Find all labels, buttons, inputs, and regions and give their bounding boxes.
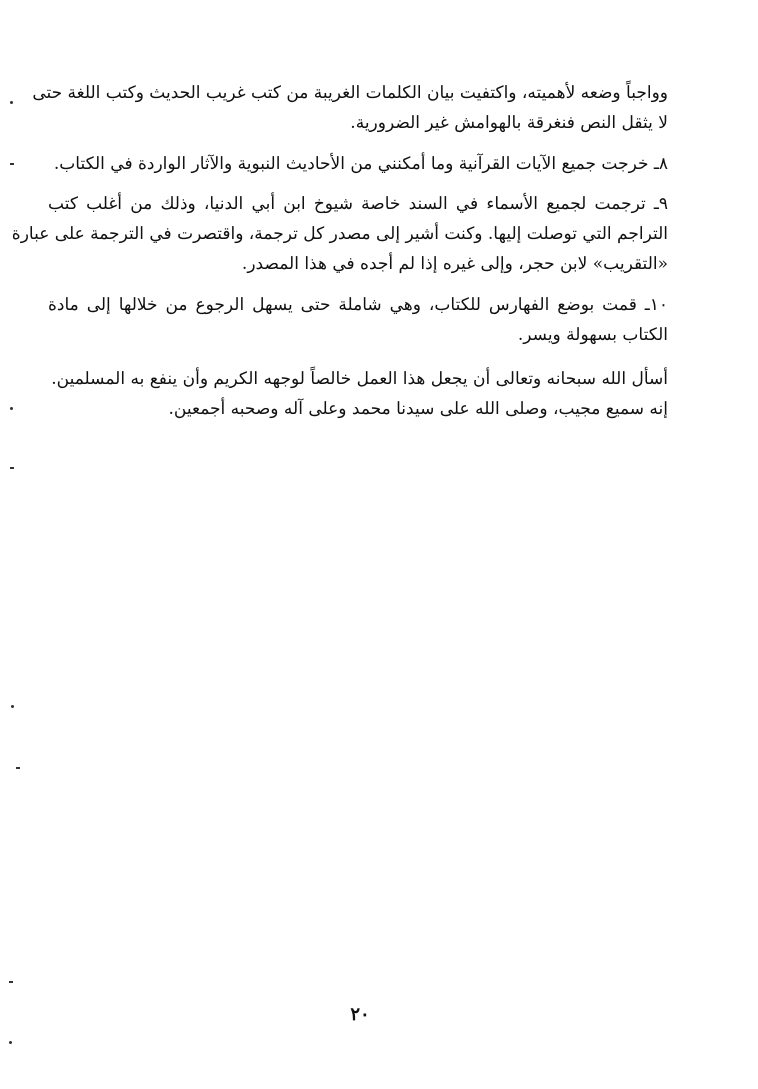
scan-artifact-mark: [10, 163, 14, 165]
scan-artifact-mark: [9, 1041, 12, 1044]
paragraph-line: ٨ـ خرجت جميع الآيات القرآنية وما أمكنني من الأحاديث النبوية والآثار الواردة في الكتاب.: [53, 154, 668, 174]
paragraph-line: وواجباً وضعه لأهميته، واكتفيت بيان الكلمات الغريبة من كتب غريب الحديث وكتب اللغة حتى: [32, 83, 668, 103]
scan-artifact-mark: [10, 101, 13, 104]
paragraph-line: أسأل الله سبحانه وتعالى أن يجعل هذا العمل خالصاً لوجهه الكريم وأن ينفع به المسلمين.: [51, 369, 668, 389]
scan-artifact-mark: [10, 467, 14, 469]
paragraph-line: التراجم التي توصلت إليها. وكنت أشير إلى مصدر كل ترجمة، واقتصرت في الترجمة على عبارة: [11, 224, 668, 244]
page-number: ٢٠: [350, 1004, 370, 1025]
paragraph-item-10: [48, 290, 668, 350]
paragraph-line: إنه سميع مجيب، وصلى الله على سيدنا محمد وعلى آله وصحبه أجمعين.: [168, 399, 668, 419]
paragraph-line: «التقريب» لابن حجر، وإلى غيره إذا لم أجده في هذا المصدر.: [241, 254, 668, 274]
paragraph-line: الكتاب بسهولة ويسر.: [517, 325, 668, 345]
scan-artifact-mark: [10, 407, 13, 410]
paragraph-line: لا يثقل النص فنغرقة بالهوامش غير الضرورية.: [350, 113, 668, 133]
paragraph-explanations: [32, 78, 668, 138]
paragraph-line: ٩ـ ترجمت لجميع الأسماء في السند خاصة شيوخ ابن أبي الدنيا، وذلك من أغلب كتب: [48, 194, 668, 214]
paragraph-closing-prayer: [48, 364, 668, 424]
paragraph-item-8: [48, 149, 668, 179]
scan-artifact-mark: [16, 767, 20, 769]
scan-artifact-mark: [9, 981, 13, 983]
scan-artifact-mark: [11, 705, 14, 708]
paragraph-item-9: [11, 189, 668, 279]
paragraph-line: ١٠ـ قمت بوضع الفهارس للكتاب، وهي شاملة حتى يسهل الرجوع من خلالها إلى مادة: [48, 295, 668, 315]
